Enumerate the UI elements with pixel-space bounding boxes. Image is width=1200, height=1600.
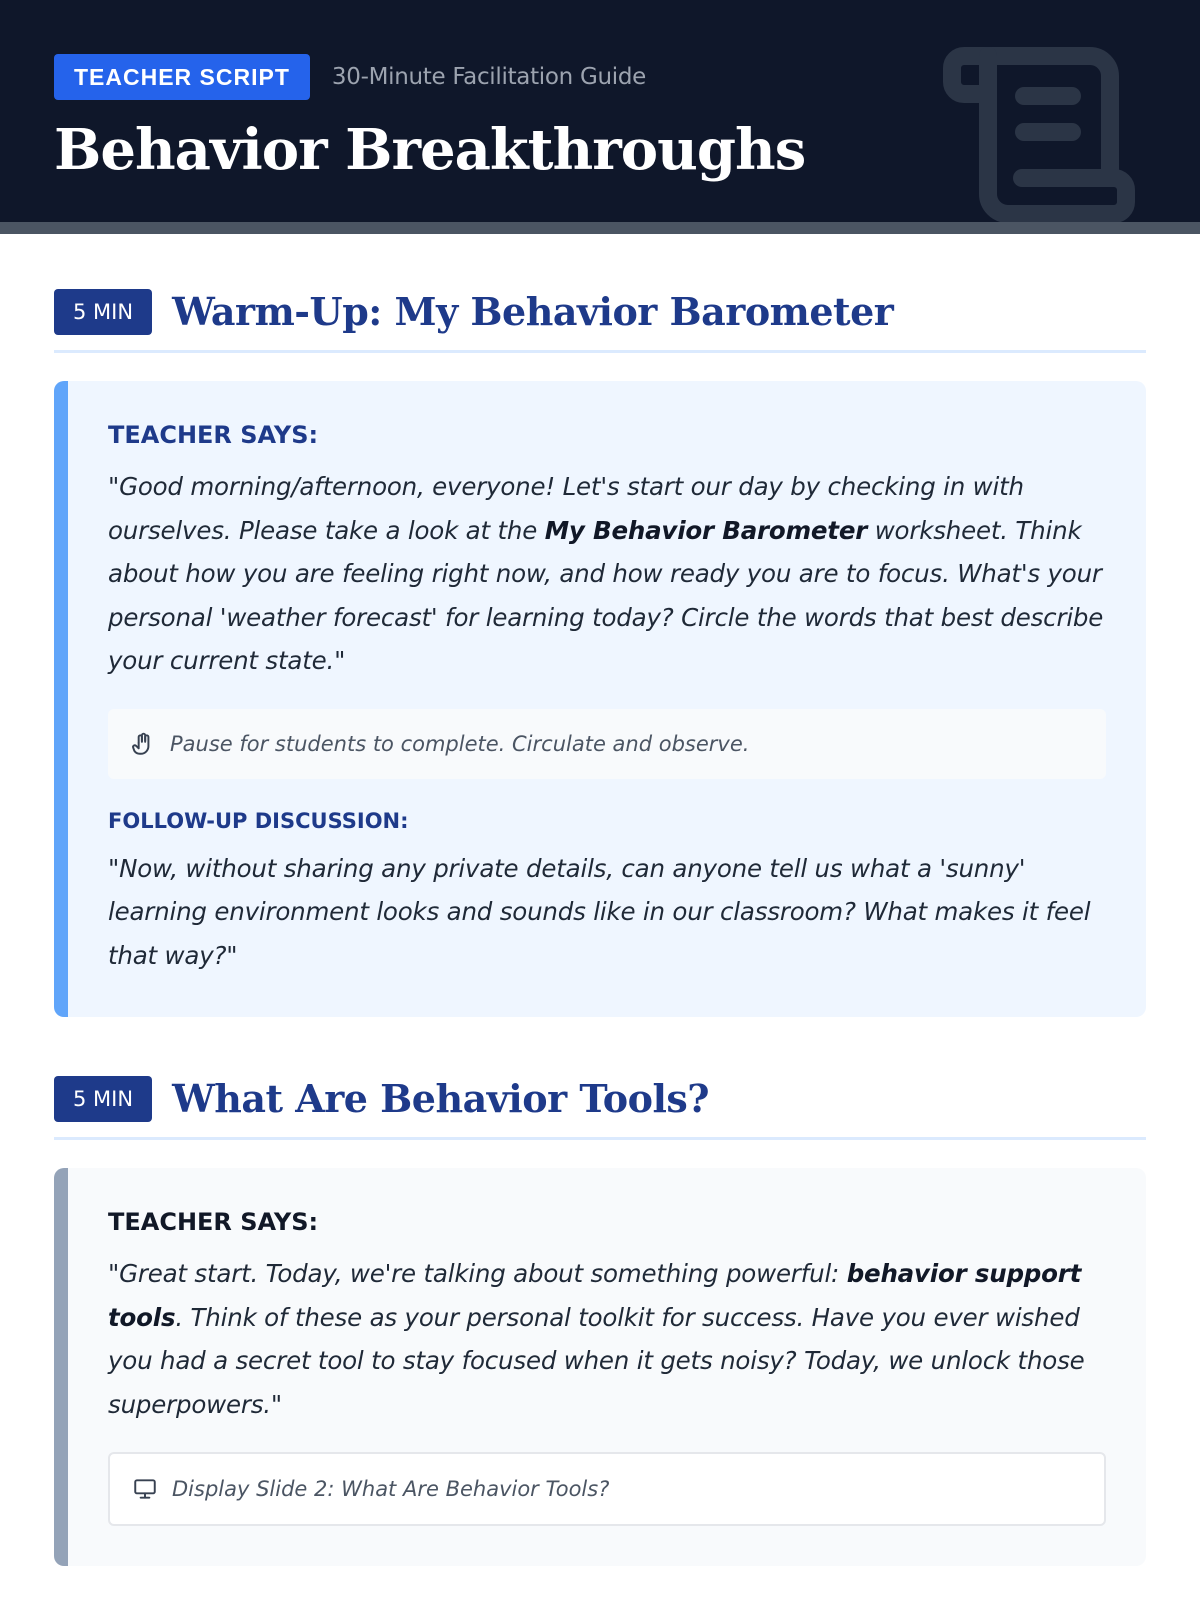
quote-emphasis: behavior support tools	[108, 1259, 1082, 1332]
teacher-quote	[108, 1252, 1106, 1426]
section-heading	[54, 288, 1146, 353]
note-text: Pause for students to complete. Circulate and observe.	[170, 731, 750, 756]
teacher-script-badge: TEACHER SCRIPT	[54, 54, 310, 100]
quote-text: worksheet. Think about how you are feeling right now, and how ready you are to focus. What's your personal 'weather forecast' for learning today? Circle the words that best describe your current state."	[108, 515, 1104, 675]
quote-text: "Great start. Today, we're talking about something powerful:	[108, 1259, 847, 1288]
time-badge: 5 MIN	[54, 1076, 152, 1122]
teacher-says-label: TEACHER SAYS:	[108, 421, 319, 449]
script-card	[54, 1168, 1146, 1566]
monitor-icon	[132, 1476, 158, 1502]
teacher-says-label: TEACHER SAYS:	[108, 1208, 319, 1236]
teacher-quote	[108, 465, 1106, 683]
facilitator-note	[108, 1452, 1106, 1526]
note-text: Display Slide 2: What Are Behavior Tools?	[172, 1477, 610, 1501]
section-title: Warm-Up: My Behavior Barometer	[172, 289, 894, 334]
scroll-icon	[942, 44, 1142, 224]
header-subtitle: 30-Minute Facilitation Guide	[331, 64, 646, 90]
script-content	[0, 234, 1200, 1566]
page-title: Behavior Breakthroughs	[54, 117, 806, 183]
script-card	[54, 381, 1146, 1017]
section-heading	[54, 1075, 1146, 1140]
quote-text: . Think of these as your personal toolkit for success. Have you ever wished you had a secret tool to stay focused when it gets noisy? Today, we unlock those superpowers."	[108, 1302, 1085, 1419]
facilitator-note	[108, 709, 1106, 779]
page-header	[0, 0, 1200, 234]
section-title: What Are Behavior Tools?	[172, 1076, 710, 1121]
follow-up-label: FOLLOW-UP DISCUSSION:	[108, 808, 409, 833]
section-behavior-tools	[54, 1075, 1146, 1566]
section-warm-up	[54, 288, 1146, 1017]
time-badge: 5 MIN	[54, 289, 152, 335]
quote-emphasis: My Behavior Barometer	[544, 515, 868, 545]
quote-text: "Good morning/afternoon, everyone! Let's start our day by checking in with ourselves. Please take a look at the	[108, 472, 1024, 545]
hand-icon	[130, 731, 156, 757]
follow-up-quote: "Now, without sharing any private details, can anyone tell us what a 'sunny' learning environment looks and sounds like in our classroom? What makes it feel that way?"	[108, 853, 1091, 970]
